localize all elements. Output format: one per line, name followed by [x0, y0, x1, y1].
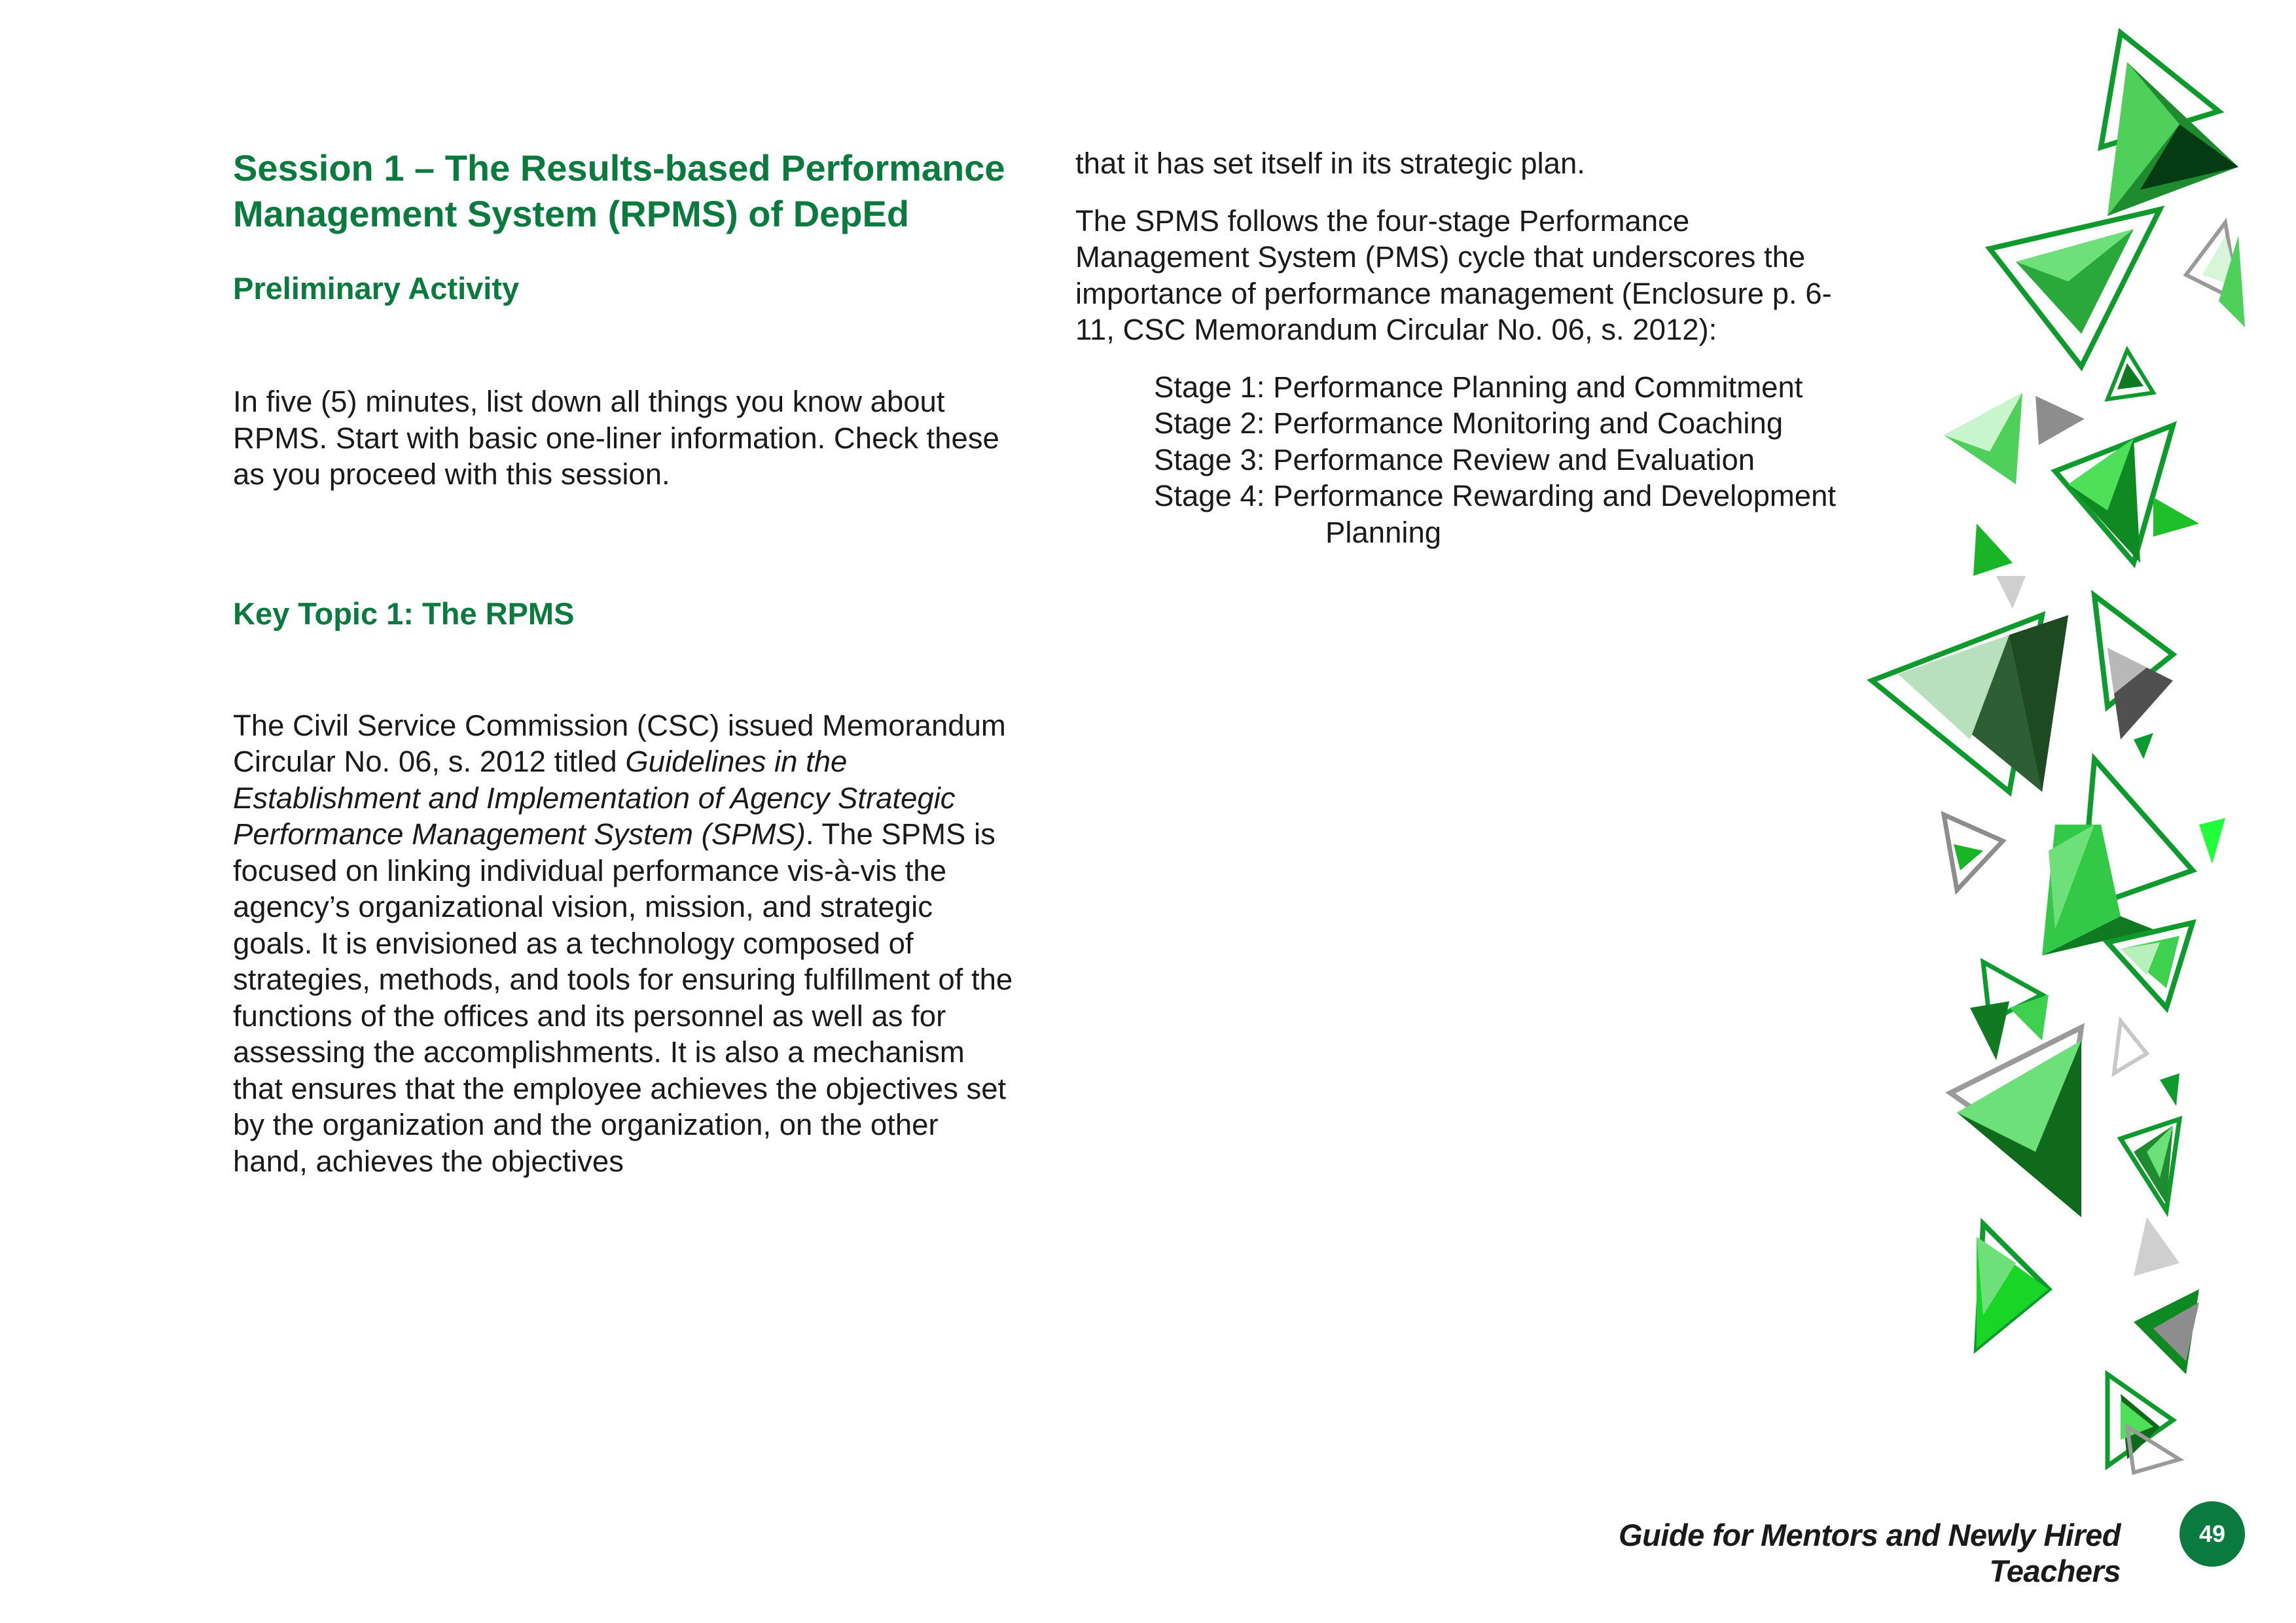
rpms-paragraph-italic-title: Guidelines in the Establishment and Implementation of Agency Strategic Performance Management System (SPMS): [233, 745, 956, 851]
preliminary-activity-heading: Preliminary Activity: [233, 271, 520, 306]
stage-item: Stage 4: Performance Rewarding and Development: [1154, 479, 1837, 512]
key-topic-heading: Key Topic 1: The RPMS: [233, 596, 575, 631]
rpms-paragraph-end: . The SPMS is focused on linking individual performance vis-à-vis the agency’s organizational vision, mission, and strategic goals. It is envisioned as a technology composed of strategies, methods, and tools for ensuring fulfillment of the functions of the offices and its personnel as well as for assessing the accomplishments. It is also a mechanism that ensures that the employee achieves the objectives set by the organization and the organization, on the other hand, achieves the objectives: [233, 817, 1013, 1178]
session-title: Session 1 – The Results-based Performance Management System (RPMS) of DepEd: [233, 147, 1005, 234]
spms-paragraph: The SPMS follows the four-stage Performance Management System (PMS) cycle that underscores the importance of performance management (Enclosure p. 6-11, CSC Memorandum Circular No. 06, s. 2012):: [1075, 204, 1832, 346]
rpms-paragraph-start: The Civil Service Commission (CSC) issued Memorandum Circular No. 06, s. 2012 titled: [233, 708, 1006, 778]
continuation-text: that it has set itself in its strategic plan.: [1075, 147, 1585, 180]
stage-item: Stage 1: Performance Planning and Commitment: [1154, 370, 1803, 404]
footer-guide-title: Guide for Mentors and Newly Hired Teachers: [1619, 1518, 2121, 1588]
preliminary-activity-text: In five (5) minutes, list down all things you know about RPMS. Start with basic one-liner information. Check these as you proceed with this session.: [233, 385, 999, 491]
right-column: [1075, 145, 1861, 550]
page-number-badge: 49: [2179, 1501, 2245, 1567]
pms-stage-list: [1154, 369, 1861, 551]
stage-item: Stage 2: Performance Monitoring and Coaching: [1154, 406, 1784, 440]
rpms-paragraph: [233, 707, 1018, 1180]
stage-item: Stage 3: Performance Review and Evaluation: [1154, 442, 1755, 476]
left-column: [233, 145, 1018, 1179]
decorative-triangles-graphic: [1846, 0, 2296, 1558]
stage-item-continuation: Planning: [1325, 515, 1442, 549]
